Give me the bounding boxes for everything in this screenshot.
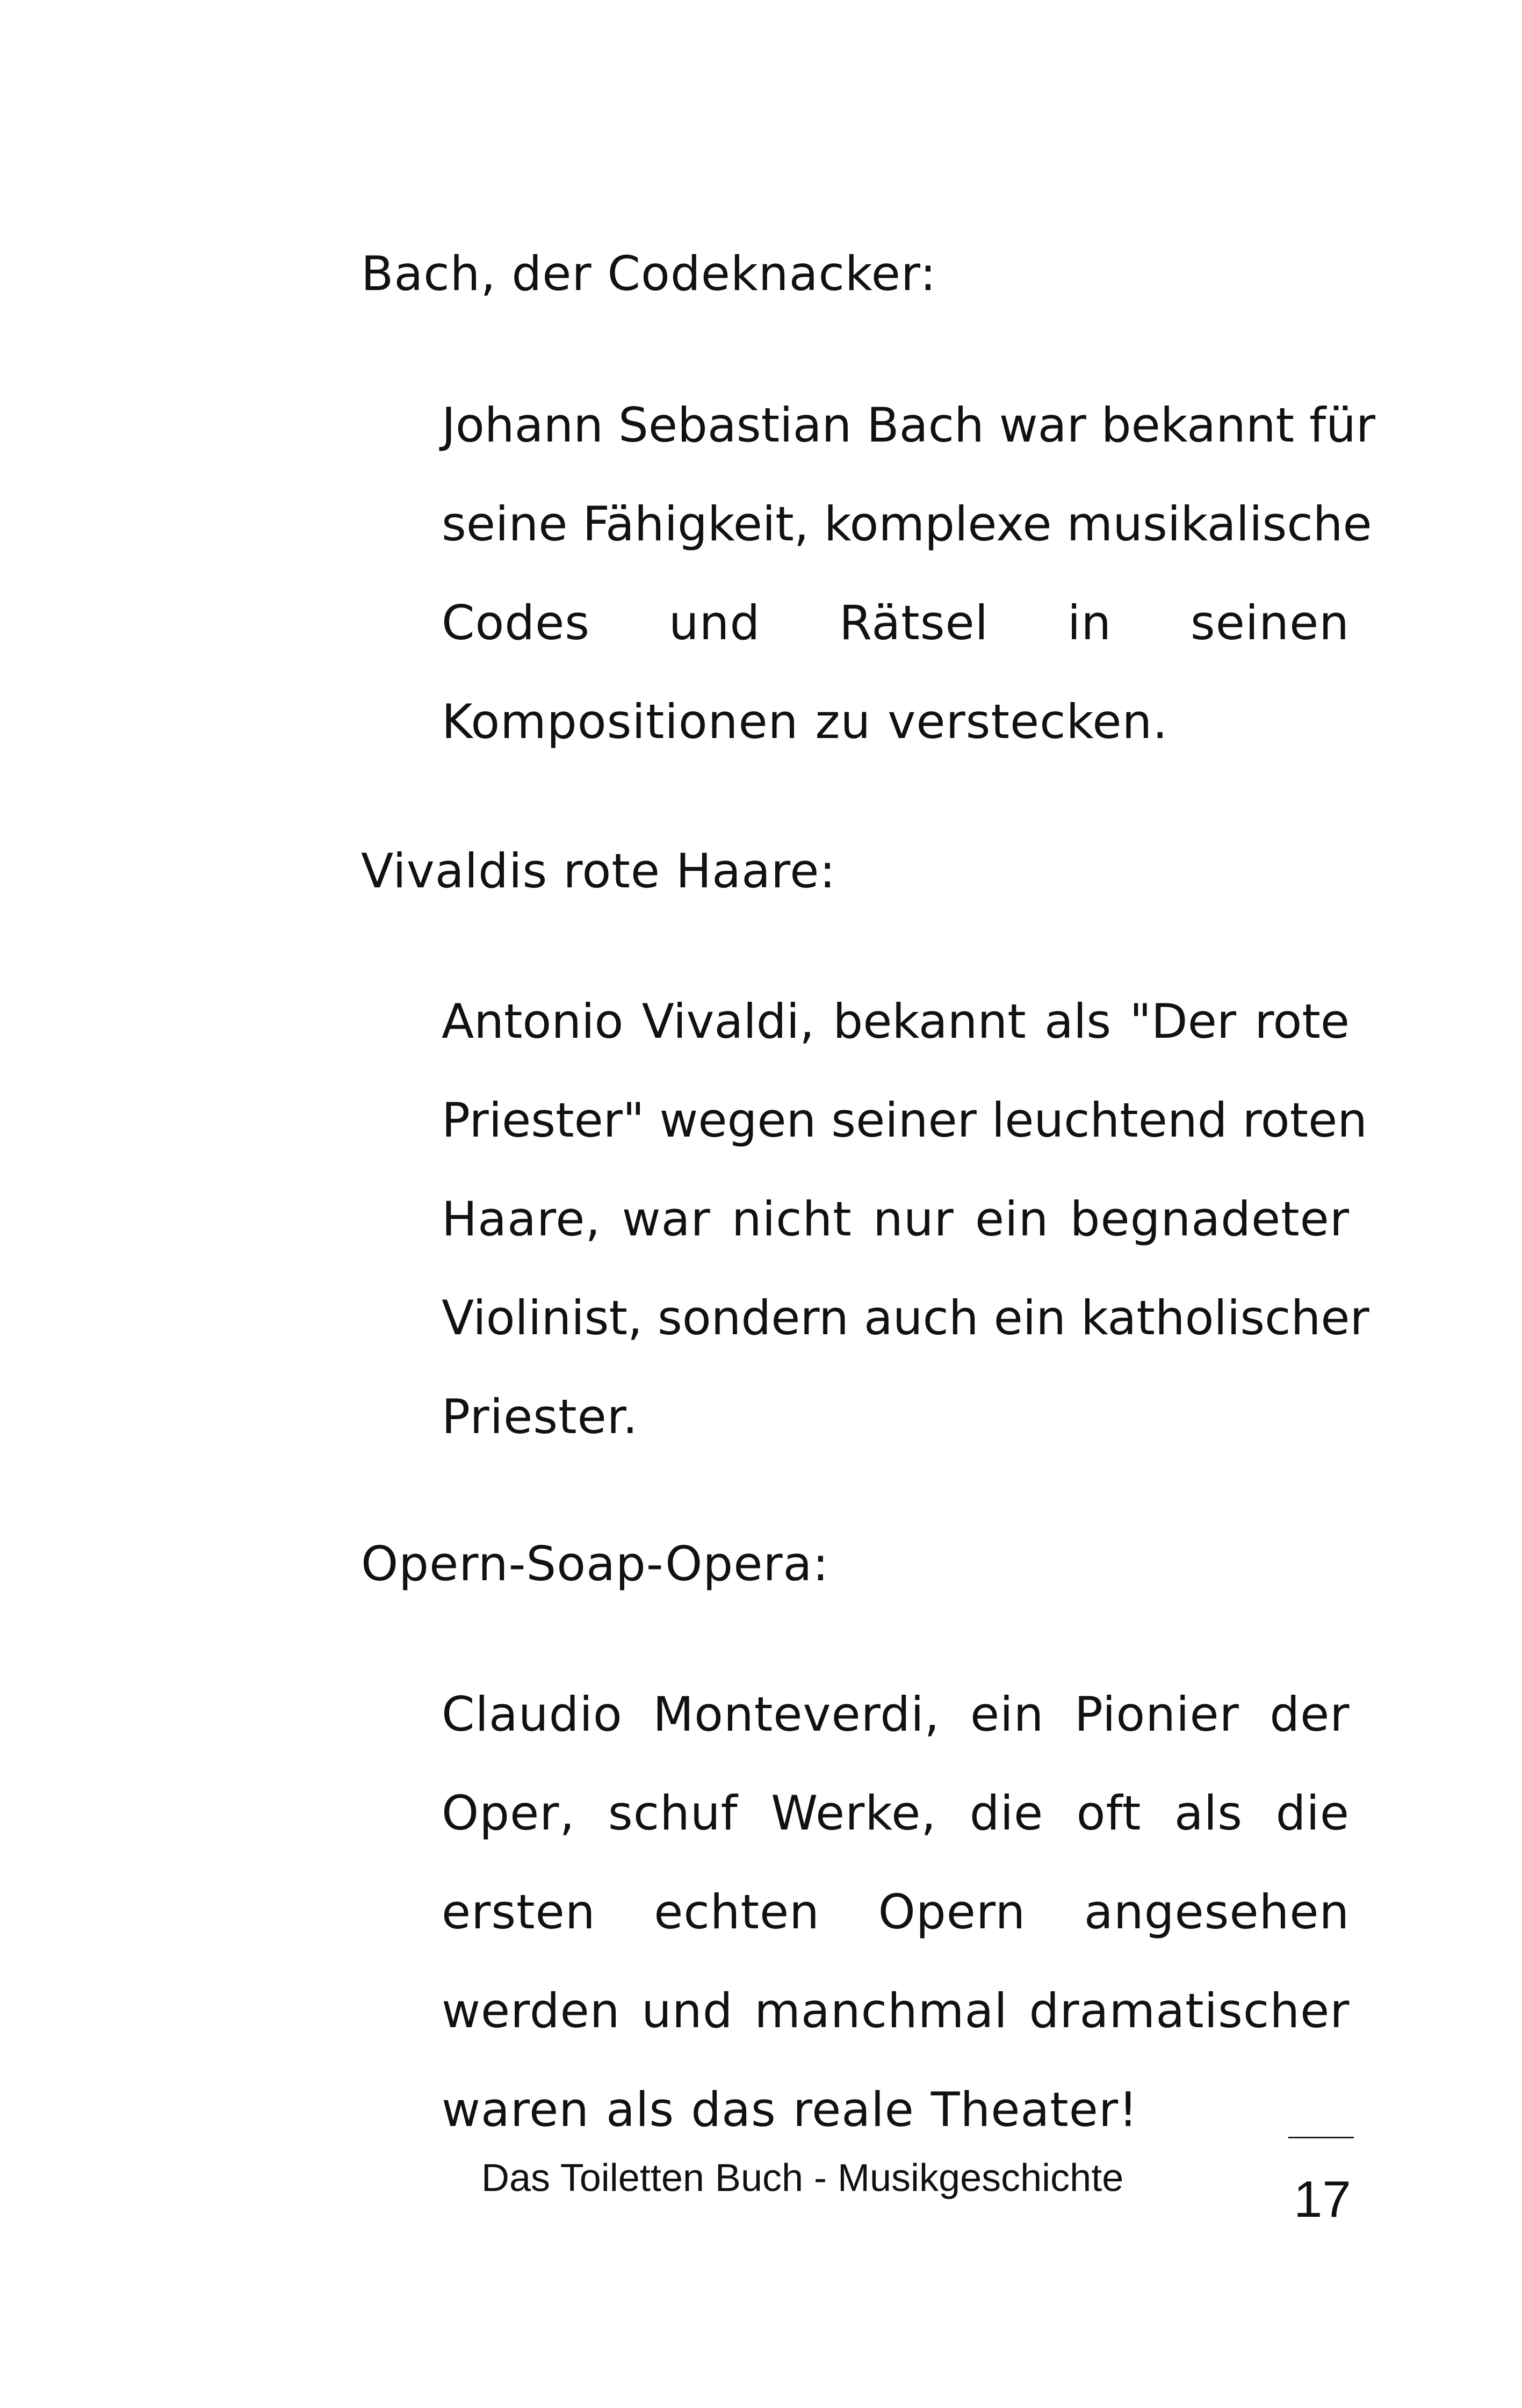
footer-book-title: Das Toiletten Buch - Musikgeschichte <box>481 2157 1124 2200</box>
text-line: ersten echten Opern angesehen <box>442 1884 1350 1940</box>
text-line: Claudio Monteverdi, ein Pionier der <box>442 1687 1350 1742</box>
section-heading-vivaldi: Vivaldis rote Haare: <box>361 843 836 899</box>
text-line: Codes und Rätsel in seinen <box>442 595 1350 650</box>
section-paragraph-vivaldi <box>442 972 1369 1466</box>
text-line: Kompositionen zu verstecken. <box>442 694 1168 749</box>
text-line: seine Fähigkeit, komplexe musikalische <box>442 496 1372 552</box>
text-line: Johann Sebastian Bach war bekannt für <box>442 397 1376 453</box>
footer-divider <box>1288 2137 1354 2138</box>
section-paragraph-monteverdi <box>442 1665 1350 2159</box>
section-paragraph-bach <box>442 376 1376 771</box>
text-line: Violinist, sondern auch ein katholischer <box>442 1290 1369 1346</box>
text-line: werden und manchmal dramatischer <box>442 1983 1350 2038</box>
text-line: waren als das reale Theater! <box>442 2082 1138 2137</box>
section-heading-bach: Bach, der Codeknacker: <box>361 246 937 301</box>
text-line: Oper, schuf Werke, die oft als die <box>442 1785 1350 1841</box>
text-line: Priester. <box>442 1389 638 1444</box>
text-line: Priester" wegen seiner leuchtend roten <box>442 1093 1368 1148</box>
section-heading-monteverdi: Opern-Soap-Opera: <box>361 1536 829 1592</box>
page-number: 17 <box>1294 2171 1351 2228</box>
text-line: Haare, war nicht nur ein begnadeter <box>442 1191 1350 1247</box>
text-line: Antonio Vivaldi, bekannt als "Der rote <box>442 994 1350 1049</box>
